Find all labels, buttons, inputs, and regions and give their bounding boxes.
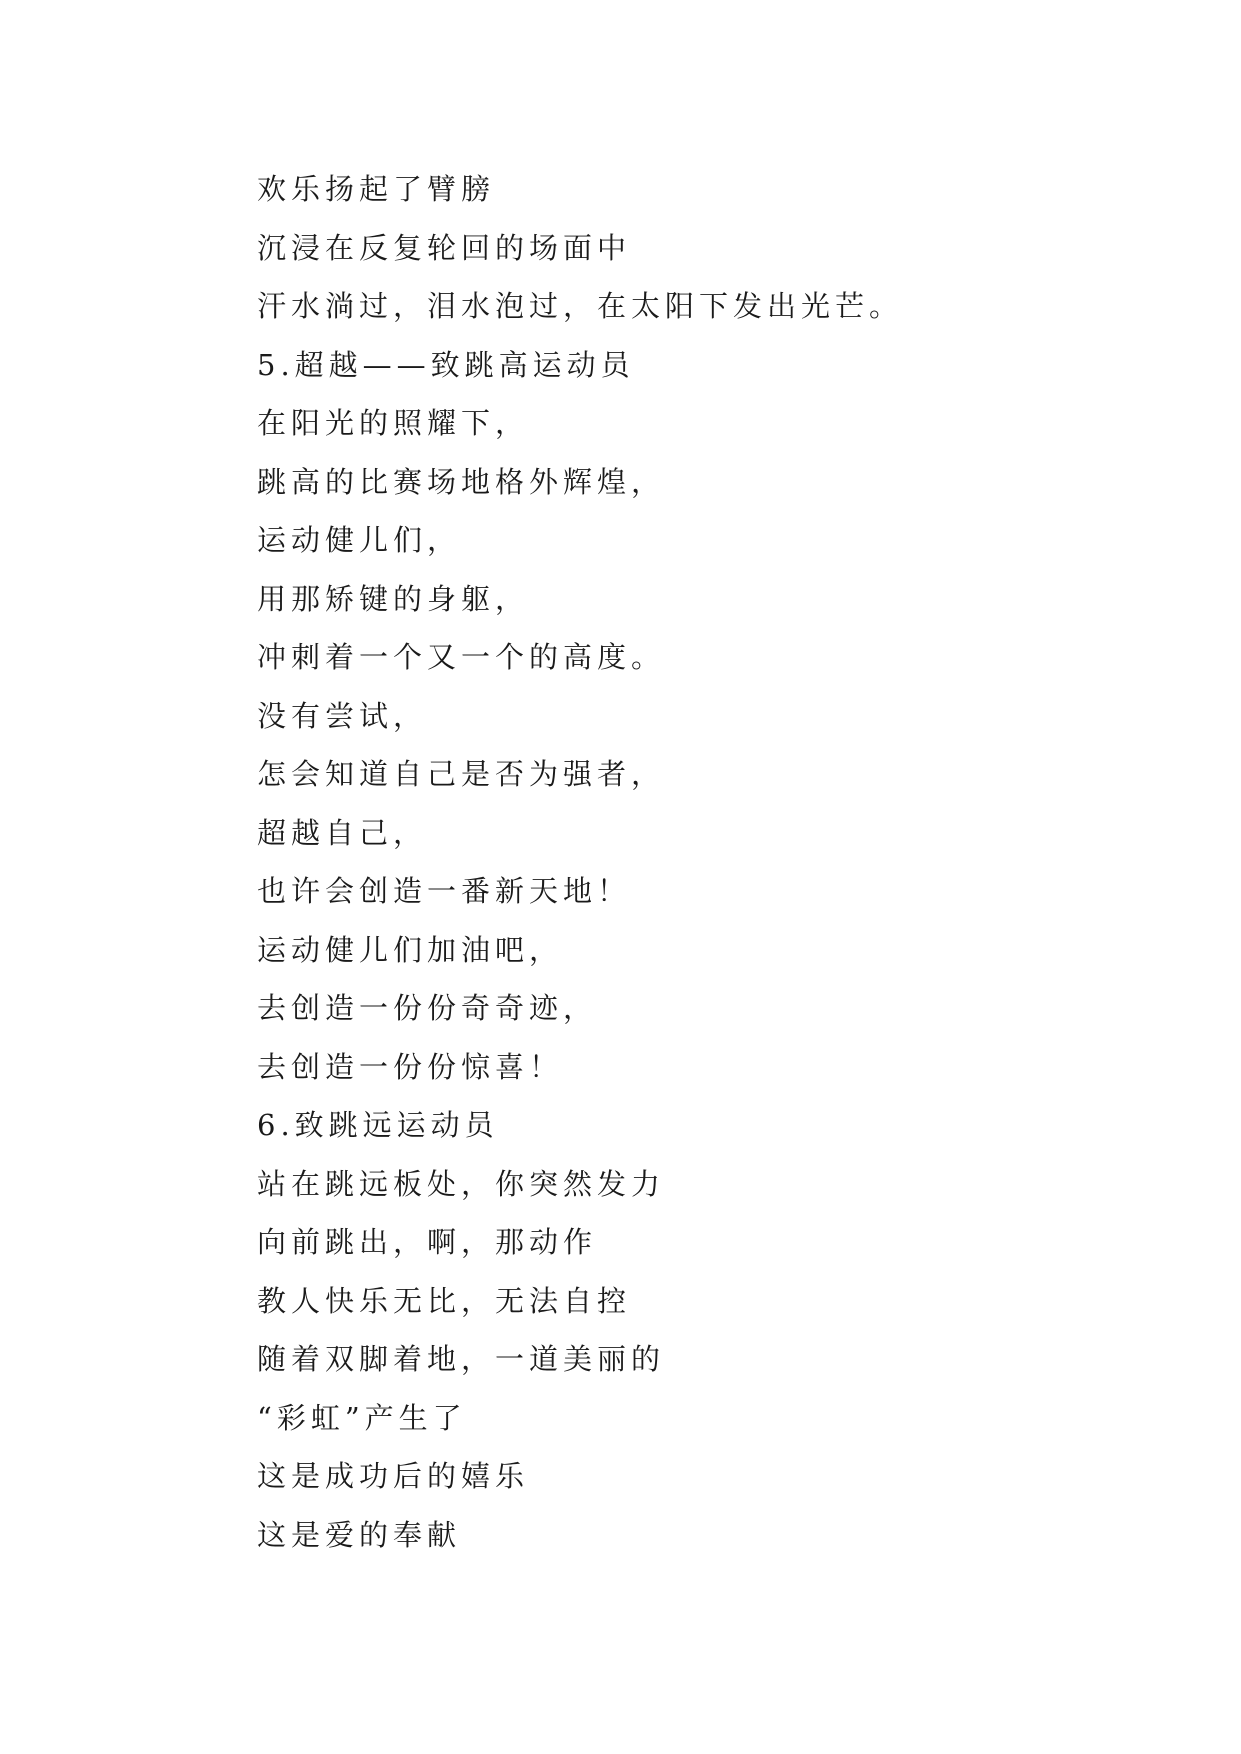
text-line: 去创造一份份惊喜！	[257, 1049, 564, 1084]
text-line: 超越自己，	[257, 815, 428, 850]
text-line: 沉浸在反复轮回的场面中	[257, 230, 632, 265]
text-line: 站在跳远板处，你突然发力	[257, 1166, 666, 1201]
text-line: 去创造一份份奇奇迹，	[257, 991, 598, 1025]
text-line: 这是成功后的嬉乐	[257, 1459, 530, 1493]
section-heading: 6.致跳远运动员	[257, 1108, 499, 1142]
text-line: 向前跳出，啊，那动作	[257, 1225, 598, 1259]
text-line: 运动健儿们加油吧，	[257, 932, 564, 967]
text-line: 冲刺着一个又一个的高度。	[257, 640, 666, 674]
text-line: 没有尝试，	[257, 698, 428, 733]
text-line: 这是爱的奉献	[257, 1517, 462, 1552]
text-line: 汗水淌过，泪水泡过，在太阳下发出光芒。	[257, 289, 904, 323]
section-heading: 5.超越——致跳高运动员	[257, 347, 635, 382]
text-line: 欢乐扬起了臂膀	[257, 172, 496, 206]
text-line: 也许会创造一番新天地！	[257, 874, 632, 908]
text-line: 运动健儿们，	[257, 523, 462, 557]
text-line: 怎会知道自己是否为强者，	[257, 757, 666, 791]
text-line: 用那矫键的身躯，	[257, 581, 530, 616]
text-line: 在阳光的照耀下，	[257, 406, 530, 440]
text-line: 随着双脚着地，一道美丽的	[257, 1342, 666, 1376]
text-line: 跳高的比赛场地格外辉煌，	[257, 464, 666, 499]
poem-text	[257, 160, 1157, 1564]
text-line: “彩虹”产生了	[257, 1400, 467, 1435]
text-line: 教人快乐无比，无法自控	[257, 1283, 632, 1318]
